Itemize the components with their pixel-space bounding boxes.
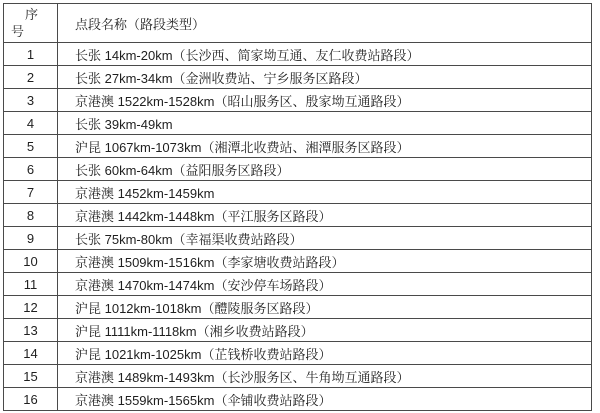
cell-serial-number: 14 <box>4 342 58 365</box>
table-row <box>4 296 592 319</box>
header-segment-name: 点段名称（路段类型） <box>58 4 592 43</box>
cell-serial-number: 4 <box>4 112 58 135</box>
cell-serial-number: 5 <box>4 135 58 158</box>
cell-segment-name: 长张 14km-20km（长沙西、简家坳互通、友仁收费站路段） <box>58 43 592 66</box>
road-segment-table <box>3 3 592 411</box>
cell-segment-name: 京港澳 1489km-1493km（长沙服务区、牛角坳互通路段） <box>58 365 592 388</box>
cell-serial-number: 9 <box>4 227 58 250</box>
cell-serial-number: 2 <box>4 66 58 89</box>
cell-segment-name: 京港澳 1559km-1565km（伞铺收费站路段） <box>58 388 592 411</box>
cell-segment-name: 沪昆 1012km-1018km（醴陵服务区路段） <box>58 296 592 319</box>
table-row <box>4 112 592 135</box>
cell-serial-number: 7 <box>4 181 58 204</box>
cell-segment-name: 沪昆 1111km-1118km（湘乡收费站路段） <box>58 319 592 342</box>
table-row <box>4 89 592 112</box>
table-row <box>4 365 592 388</box>
cell-segment-name: 京港澳 1522km-1528km（昭山服务区、殷家坳互通路段） <box>58 89 592 112</box>
table-body <box>4 43 592 411</box>
cell-segment-name: 京港澳 1509km-1516km（李家塘收费站路段） <box>58 250 592 273</box>
cell-serial-number: 12 <box>4 296 58 319</box>
cell-segment-name: 京港澳 1442km-1448km（平江服务区路段） <box>58 204 592 227</box>
cell-serial-number: 15 <box>4 365 58 388</box>
cell-serial-number: 8 <box>4 204 58 227</box>
cell-serial-number: 10 <box>4 250 58 273</box>
table-header <box>4 4 592 43</box>
header-serial-number-label: 序号 <box>11 7 39 39</box>
cell-serial-number: 3 <box>4 89 58 112</box>
table-row <box>4 342 592 365</box>
cell-serial-number: 1 <box>4 43 58 66</box>
cell-serial-number: 13 <box>4 319 58 342</box>
table-row <box>4 273 592 296</box>
table-row <box>4 66 592 89</box>
table-row <box>4 181 592 204</box>
table-header-row <box>4 4 592 43</box>
cell-serial-number: 16 <box>4 388 58 411</box>
table-row <box>4 204 592 227</box>
header-serial-number <box>4 4 58 43</box>
table-row <box>4 135 592 158</box>
cell-segment-name: 沪昆 1021km-1025km（芷钱桥收费站路段） <box>58 342 592 365</box>
cell-segment-name: 长张 60km-64km（益阳服务区路段） <box>58 158 592 181</box>
table-row <box>4 158 592 181</box>
table-row <box>4 43 592 66</box>
table-row <box>4 388 592 411</box>
table-row <box>4 250 592 273</box>
cell-segment-name: 长张 39km-49km <box>58 112 592 135</box>
cell-segment-name: 长张 27km-34km（金洲收费站、宁乡服务区路段） <box>58 66 592 89</box>
table-row <box>4 227 592 250</box>
cell-segment-name: 沪昆 1067km-1073km（湘潭北收费站、湘潭服务区路段） <box>58 135 592 158</box>
table-row <box>4 319 592 342</box>
cell-segment-name: 长张 75km-80km（幸福渠收费站路段） <box>58 227 592 250</box>
cell-segment-name: 京港澳 1452km-1459km <box>58 181 592 204</box>
cell-serial-number: 11 <box>4 273 58 296</box>
cell-segment-name: 京港澳 1470km-1474km（安沙停车场路段） <box>58 273 592 296</box>
cell-serial-number: 6 <box>4 158 58 181</box>
